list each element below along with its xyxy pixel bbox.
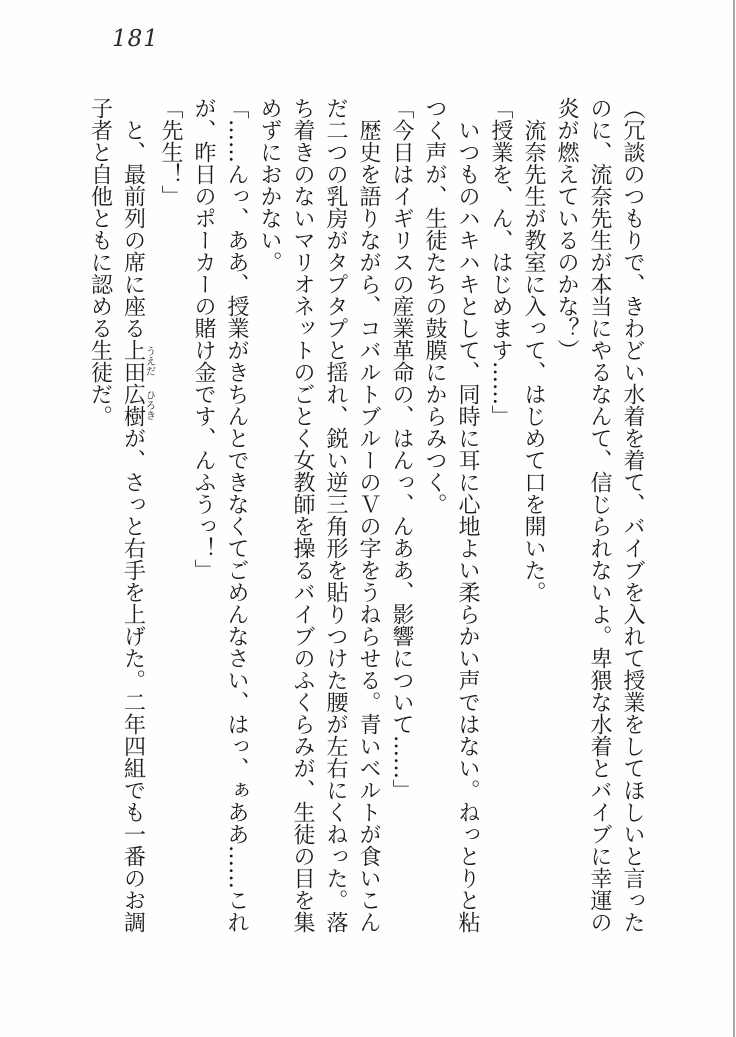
text-line: 炎が燃えているのかな？） [554,97,579,361]
text-line: つく声が、生徒たちの鼓膜にからみつく。 [422,97,447,515]
ruby-base: 上田 [120,339,146,383]
text-line: 流奈先生が教室に入って、はじめて口を開いた。 [521,119,546,603]
text-line: のに、流奈先生が本当にやるなんて、信じられないよ。卑猥な水着とバイブに幸運の [587,97,612,933]
text-line: 「先生！」 [158,97,183,207]
page-number: 181 [112,26,159,52]
scan-edge-line [733,0,735,1037]
text-line: ち着きのないマリオネットのごとく女教師を操るバイブのふくらみが、生徒の目を集 [290,97,315,933]
text-line: いつものハキハキとして、同時に耳に心地よい柔らかい声ではない。ねっとりと粘 [455,119,480,933]
text-line: が、昨日のポーカーの賭け金です、んふうっ！」 [191,97,216,581]
text-line: 「今日はイギリスの産業革命の、はんっ、んああ、影響について……」 [389,97,414,801]
vertical-text-block [84,97,650,949]
text-line: めずにおかない。 [257,97,282,273]
text-line: 歴史を語りながら、コバルトブルーのＶの字をうねらせる。青いベルトが食いこん [356,119,381,933]
text-line: だ二つの乳房がタプタプと揺れ、鋭い逆三角形を貼りつけた腰が左右にくねった。落 [323,97,348,933]
character-name-ruby [120,339,155,427]
furigana: うえだ [143,339,155,383]
text-line: 子者と自他ともに認める生徒だ。 [87,97,113,427]
text-segment: が、さっと右手を上げた。二年四組でも一番のお調 [120,427,146,933]
text-line: 「授業を、ん、はじめます……」 [488,97,513,427]
text-line: （冗談のつもりで、きわどい水着を着て、バイブを入れて授業をしてほしいと言った [620,97,645,933]
text-segment: と、最前列の席に座る [120,119,146,339]
ruby-base: 広樹 [120,383,146,427]
text-line: 「……んっ、ああ、授業がきちんとできなくてごめんなさい、はっ、ぁああ……これ [224,97,249,933]
furigana: ひろき [143,383,155,427]
text-line [117,97,155,949]
